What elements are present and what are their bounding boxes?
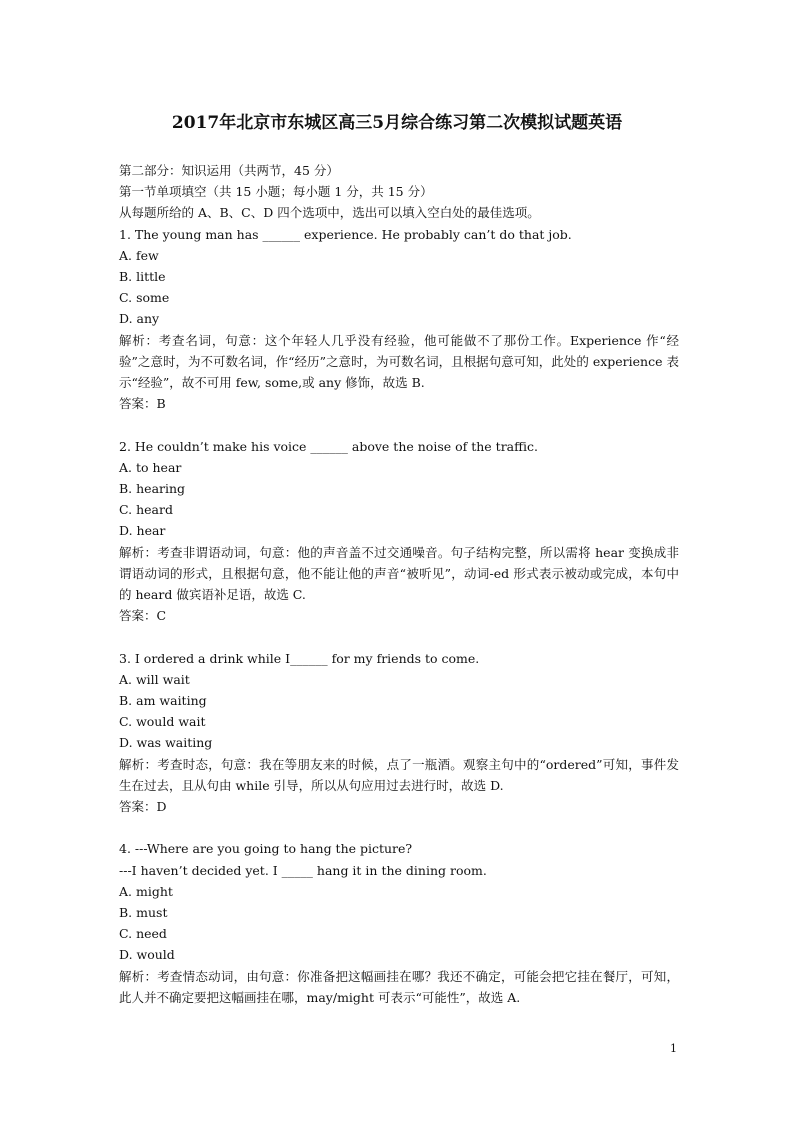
analysis-text: 解析：考查名词，句意：这个年轻人几乎没有经验，他可能做不了那份工作。Experience 作“经验”之意时，为不可数名词，作“经历”之意时，为可数名词，且根据句意可知，此处的 experience 表示“经验”，故不可用 few, some,或 any 修饰，故选 B. <box>119 332 679 391</box>
question-4 <box>119 838 679 1008</box>
analysis-text: 解析：考查时态，句意：我在等朋友来的时候，点了一瓶酒。观察主句中的“ordered”可知，事件发生在过去，且从句由 while 引导，所以从句应用过去进行时，故选 D. <box>119 756 679 793</box>
option-b: B. little <box>119 269 166 285</box>
analysis-text: 解析：考查情态动词，由句意：你准备把这幅画挂在哪？我还不确定，可能会把它挂在餐厅，可知，此人并不确定要把这幅画挂在哪，may/might 可表示“可能性”，故选 A. <box>119 968 679 1005</box>
option-b: B. am waiting <box>119 693 207 709</box>
option-d: D. any <box>119 311 160 327</box>
question-3 <box>119 648 679 818</box>
option-b: B. must <box>119 905 168 921</box>
question-2 <box>119 436 679 627</box>
option-d: D. was waiting <box>119 735 213 751</box>
spacer <box>119 626 679 647</box>
option-a: A. might <box>119 883 173 899</box>
document-body <box>119 160 679 1008</box>
option-d: D. hear <box>119 523 166 539</box>
question-stem: 1. The young man has ______ experience. He probably can’t do that job. <box>119 226 572 242</box>
answer-text: 答案：C <box>119 608 167 624</box>
page-number: 1 <box>670 1042 677 1055</box>
instruction-text: 从每题所给的 A、B、C、D 四个选项中，选出可以填入空白处的最佳选项。 <box>119 205 540 221</box>
answer-text: 答案：B <box>119 396 166 412</box>
analysis-text: 解析：考查非谓语动词，句意：他的声音盖不过交通噪音。句子结构完整，所以需将 hear 变换成非谓语动词的形式，且根据句意，他不能让他的声音“被听见”，动词-ed 形式表示被动或完成，本句中的 heard 做宾语补足语，故选 C. <box>119 544 679 603</box>
option-b: B. hearing <box>119 481 186 497</box>
question-stem: 2. He couldn’t make his voice ______ above the noise of the traffic. <box>119 438 538 454</box>
question-1 <box>119 224 679 415</box>
option-a: A. to hear <box>119 459 182 475</box>
option-d: D. would <box>119 947 175 963</box>
spacer <box>119 817 679 838</box>
question-stem: ---I haven’t decided yet. I _____ hang it in the dining room. <box>119 862 487 878</box>
section-heading: 第二部分：知识运用（共两节，45 分） <box>119 163 339 178</box>
page-title: 2017年北京市东城区高三5月综合练习第二次模拟试题英语 <box>171 113 623 133</box>
question-stem: 4. ---Where are you going to hang the picture? <box>119 841 413 857</box>
spacer <box>119 414 679 435</box>
option-c: C. would wait <box>119 714 206 730</box>
option-c: C. heard <box>119 502 173 518</box>
option-c: C. some <box>119 290 170 306</box>
question-stem: 3. I ordered a drink while I______ for my friends to come. <box>119 650 480 666</box>
option-a: A. will wait <box>119 671 190 687</box>
option-c: C. need <box>119 926 167 942</box>
option-a: A. few <box>119 247 159 263</box>
subsection-heading: 第一节单项填空（共 15 小题；每小题 1 分，共 15 分） <box>119 184 433 200</box>
answer-text: 答案：D <box>119 799 167 815</box>
